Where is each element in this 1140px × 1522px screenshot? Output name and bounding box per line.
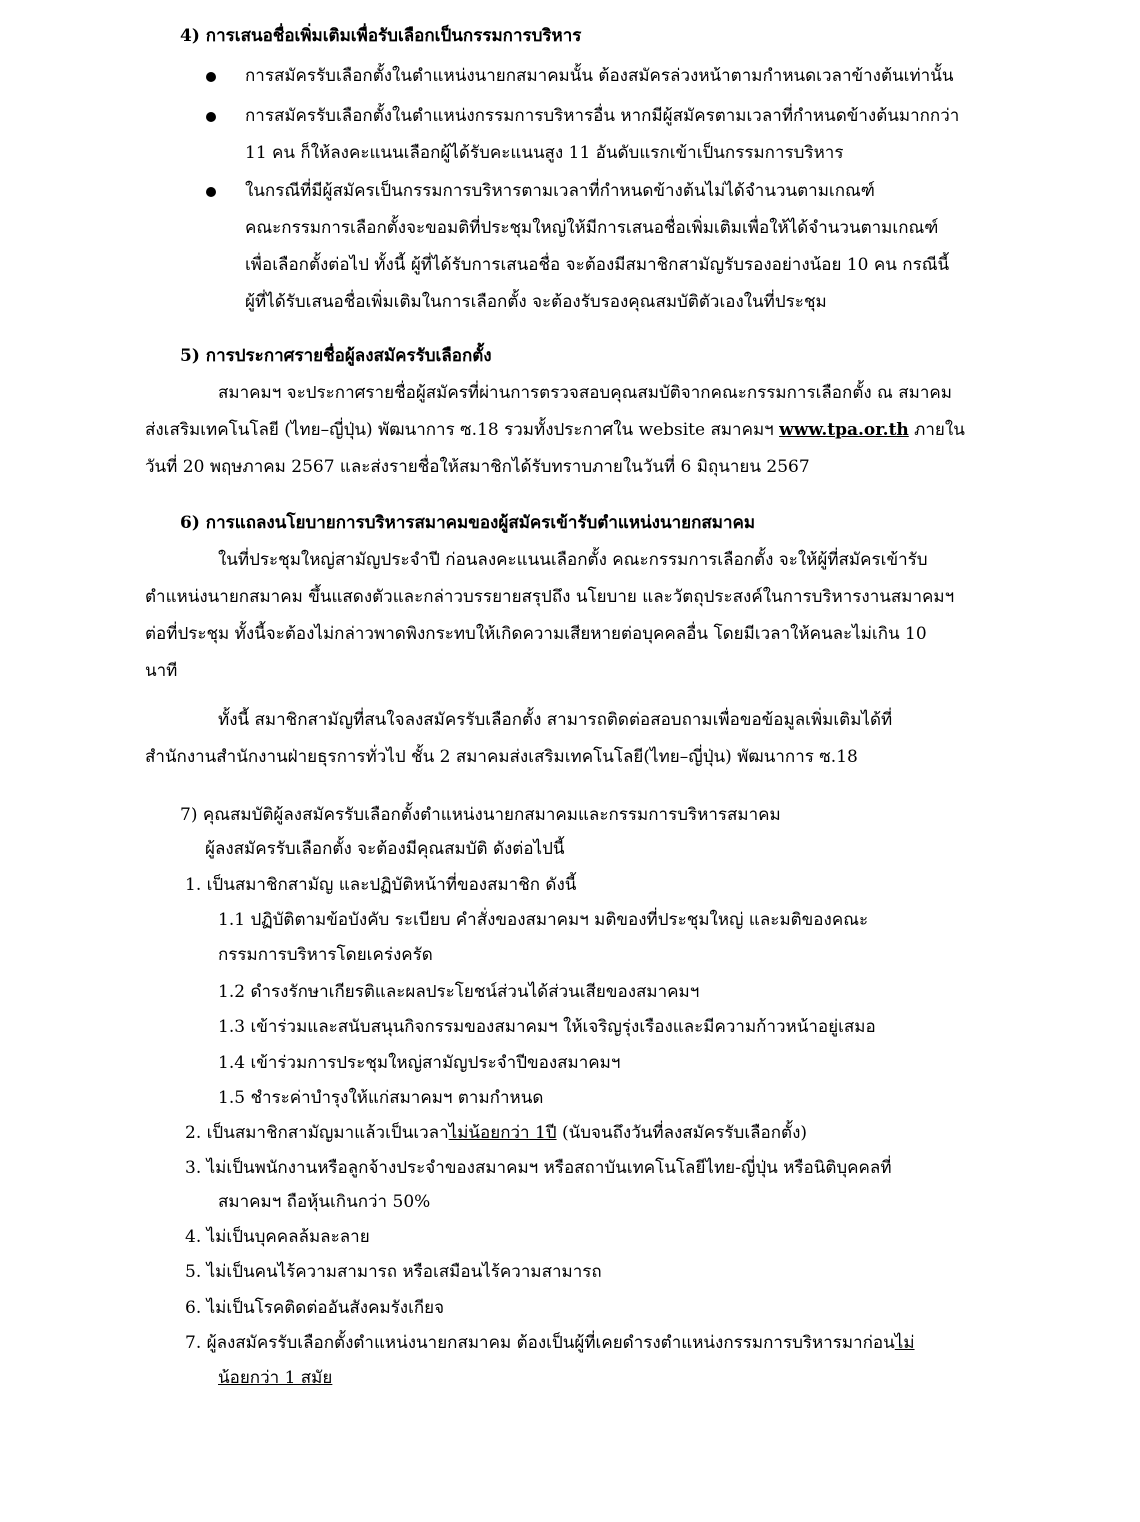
s7-item-1: 1. เป็นสมาชิกสามัญ และปฏิบัติหน้าที่ของสมาชิก ดังนี้ xyxy=(185,875,577,895)
s7-intro: ผู้ลงสมัครรับเลือกตั้ง จะต้องมีคุณสมบัติ ดังต่อไปนี้ xyxy=(205,839,565,859)
s5-line-3: วันที่ 20 พฤษภาคม 2567 และส่งรายชื่อให้สมาชิกได้รับทราบภายในวันที่ 6 มิถุนายน 2567 xyxy=(145,457,810,477)
s6-line-4: นาที xyxy=(145,661,178,681)
s7-item-2-text: 2. เป็นสมาชิกสามัญมาแล้วเป็นเวลา xyxy=(185,1123,449,1143)
s7-item-5: 5. ไม่เป็นคนไร้ความสามารถ หรือเสมือนไร้ความสามารถ xyxy=(185,1262,602,1282)
s4-bullet-3-line-2: คณะกรรมการเลือกตั้งจะขอมติที่ประชุมใหญ่ให้มีการเสนอชื่อเพิ่มเติมเพื่อให้ได้จำนวนตามเกณฑ์ xyxy=(245,218,939,238)
section-5-heading: 5) การประกาศรายชื่อผู้ลงสมัครรับเลือกตั้ง xyxy=(180,346,492,366)
s7-item-7-underlined: ไม่ xyxy=(894,1333,915,1353)
bullet-icon xyxy=(206,72,216,82)
s7-item-2 xyxy=(185,1117,807,1150)
s6-line-3: ต่อที่ประชุม ทั้งนี้จะต้องไม่กล่าวพาดพิงกระทบให้เกิดความเสียหายต่อบุคคลอื่น โดยมีเวลาให้คนละไม่เกิน 10 xyxy=(145,624,927,644)
section-6-heading: 6) การแถลงนโยบายการบริหารสมาคมของผู้สมัครเข้ารับตำแหน่งนายกสมาคม xyxy=(180,513,756,533)
s5-line-1: สมาคมฯ จะประกาศรายชื่อผู้สมัครที่ผ่านการตรวจสอบคุณสมบัติจากคณะกรรมการเลือกตั้ง ณ สมาคม xyxy=(218,383,952,403)
section-4-heading: 4) การเสนอชื่อเพิ่มเติมเพื่อรับเลือกเป็นกรรมการบริหาร xyxy=(180,26,582,46)
s5-line-2 xyxy=(145,414,965,447)
s7-item-7-line-2: น้อยกว่า 1 สมัย xyxy=(218,1368,333,1388)
s7-item-1-1-line-2: กรรมการบริหารโดยเคร่งครัด xyxy=(218,945,433,965)
s4-bullet-3-line-4: ผู้ที่ได้รับเสนอชื่อเพิ่มเติมในการเลือกตั้ง จะต้องรับรองคุณสมบัติตัวเองในที่ประชุม xyxy=(245,292,827,312)
s7-item-1-3: 1.3 เข้าร่วมและสนับสนุนกิจกรรมของสมาคมฯ ให้เจริญรุ่งเรืองและมีความก้าวหน้าอยู่เสมอ xyxy=(218,1017,876,1037)
website-link[interactable]: www.tpa.or.th xyxy=(779,420,909,440)
s5-line-2-text: ส่งเสริมเทคโนโลยี (ไทย–ญี่ปุ่น) พัฒนาการ ซ.18 รวมทั้งประกาศใน website สมาคมฯ xyxy=(145,420,780,440)
s7-item-6: 6. ไม่เป็นโรคติดต่ออันสังคมรังเกียจ xyxy=(185,1298,445,1318)
note-line-2: สำนักงานสำนักงานฝ่ายธุรการทั่วไป ชั้น 2 สมาคมส่งเสริมเทคโนโลยี(ไทย–ญี่ปุ่น) พัฒนาการ ซ.18 xyxy=(145,747,858,767)
s7-item-1-4: 1.4 เข้าร่วมการประชุมใหญ่สามัญประจำปีของสมาคมฯ xyxy=(218,1053,621,1073)
s7-item-1-5: 1.5 ชำระค่าบำรุงให้แก่สมาคมฯ ตามกำหนด xyxy=(218,1088,544,1108)
s4-bullet-1: การสมัครรับเลือกตั้งในตำแหน่งนายกสมาคมนั้น ต้องสมัครล่วงหน้าตามกำหนดเวลาข้างต้นเท่านั้น xyxy=(245,66,954,86)
s7-item-4: 4. ไม่เป็นบุคคลล้มละลาย xyxy=(185,1227,370,1247)
s4-bullet-2-line-1: การสมัครรับเลือกตั้งในตำแหน่งกรรมการบริหารอื่น หากมีผู้สมัครตามเวลาที่กำหนดข้างต้นมากกว่า xyxy=(245,106,960,126)
s5-line-2-tail: ภายใน xyxy=(908,420,965,440)
s4-bullet-3-line-1: ในกรณีที่มีผู้สมัครเป็นกรรมการบริหารตามเวลาที่กำหนดข้างต้นไม่ได้จำนวนตามเกณฑ์ xyxy=(245,181,875,201)
s7-item-2-underlined: ไม่น้อยกว่า 1ปี xyxy=(448,1123,557,1143)
s7-item-7-text: 7. ผู้ลงสมัครรับเลือกตั้งตำแหน่งนายกสมาคม ต้องเป็นผู้ที่เคยดำรงตำแหน่งกรรมการบริหารมาก่อน xyxy=(185,1333,895,1353)
s7-item-1-2: 1.2 ดำรงรักษาเกียรติและผลประโยชน์ส่วนได้ส่วนเสียของสมาคมฯ xyxy=(218,982,700,1002)
section-7-heading: 7) คุณสมบัติผู้ลงสมัครรับเลือกตั้งตำแหน่งนายกสมาคมและกรรมการบริหารสมาคม xyxy=(180,805,781,825)
s6-line-1: ในที่ประชุมใหญ่สามัญประจำปี ก่อนลงคะแนนเลือกตั้ง คณะกรรมการเลือกตั้ง จะให้ผู้ที่สมัครเข้ารับ xyxy=(218,550,928,570)
s7-item-3-line-2: สมาคมฯ ถือหุ้นเกินกว่า 50% xyxy=(218,1192,431,1212)
s4-bullet-3-line-3: เพื่อเลือกตั้งต่อไป ทั้งนี้ ผู้ที่ได้รับการเสนอชื่อ จะต้องมีสมาชิกสามัญรับรองอย่างน้อย 10 คน กรณีนี้ xyxy=(245,255,950,275)
bullet-icon xyxy=(206,112,216,122)
s7-item-1-1-line-1: 1.1 ปฏิบัติตามข้อบังคับ ระเบียบ คำสั่งของสมาคมฯ มติของที่ประชุมใหญ่ และมติของคณะ xyxy=(218,910,869,930)
s6-line-2: ตำแหน่งนายกสมาคม ขึ้นแสดงตัวและกล่าวบรรยายสรุปถึง นโยบาย และวัตถุประสงค์ในการบริหารงานสมาคมฯ xyxy=(145,587,955,607)
s7-item-2-tail: (นับจนถึงวันที่ลงสมัครรับเลือกตั้ง) xyxy=(556,1123,808,1143)
note-line-1: ทั้งนี้ สมาชิกสามัญที่สนใจลงสมัครรับเลือกตั้ง สามารถติดต่อสอบถามเพื่อขอข้อมูลเพิ่มเติมได้ที่ xyxy=(218,710,893,730)
s7-item-3-line-1: 3. ไม่เป็นพนักงานหรือลูกจ้างประจำของสมาคมฯ หรือสถาบันเทคโนโลยีไทย-ญี่ปุ่น หรือนิติบุคคลที่ xyxy=(185,1158,892,1178)
s7-item-7-line-1 xyxy=(185,1327,915,1360)
bullet-icon xyxy=(206,187,216,197)
s4-bullet-2-line-2: 11 คน ก็ให้ลงคะแนนเลือกผู้ได้รับคะแนนสูง 11 อันดับแรกเข้าเป็นกรรมการบริหาร xyxy=(245,143,844,163)
